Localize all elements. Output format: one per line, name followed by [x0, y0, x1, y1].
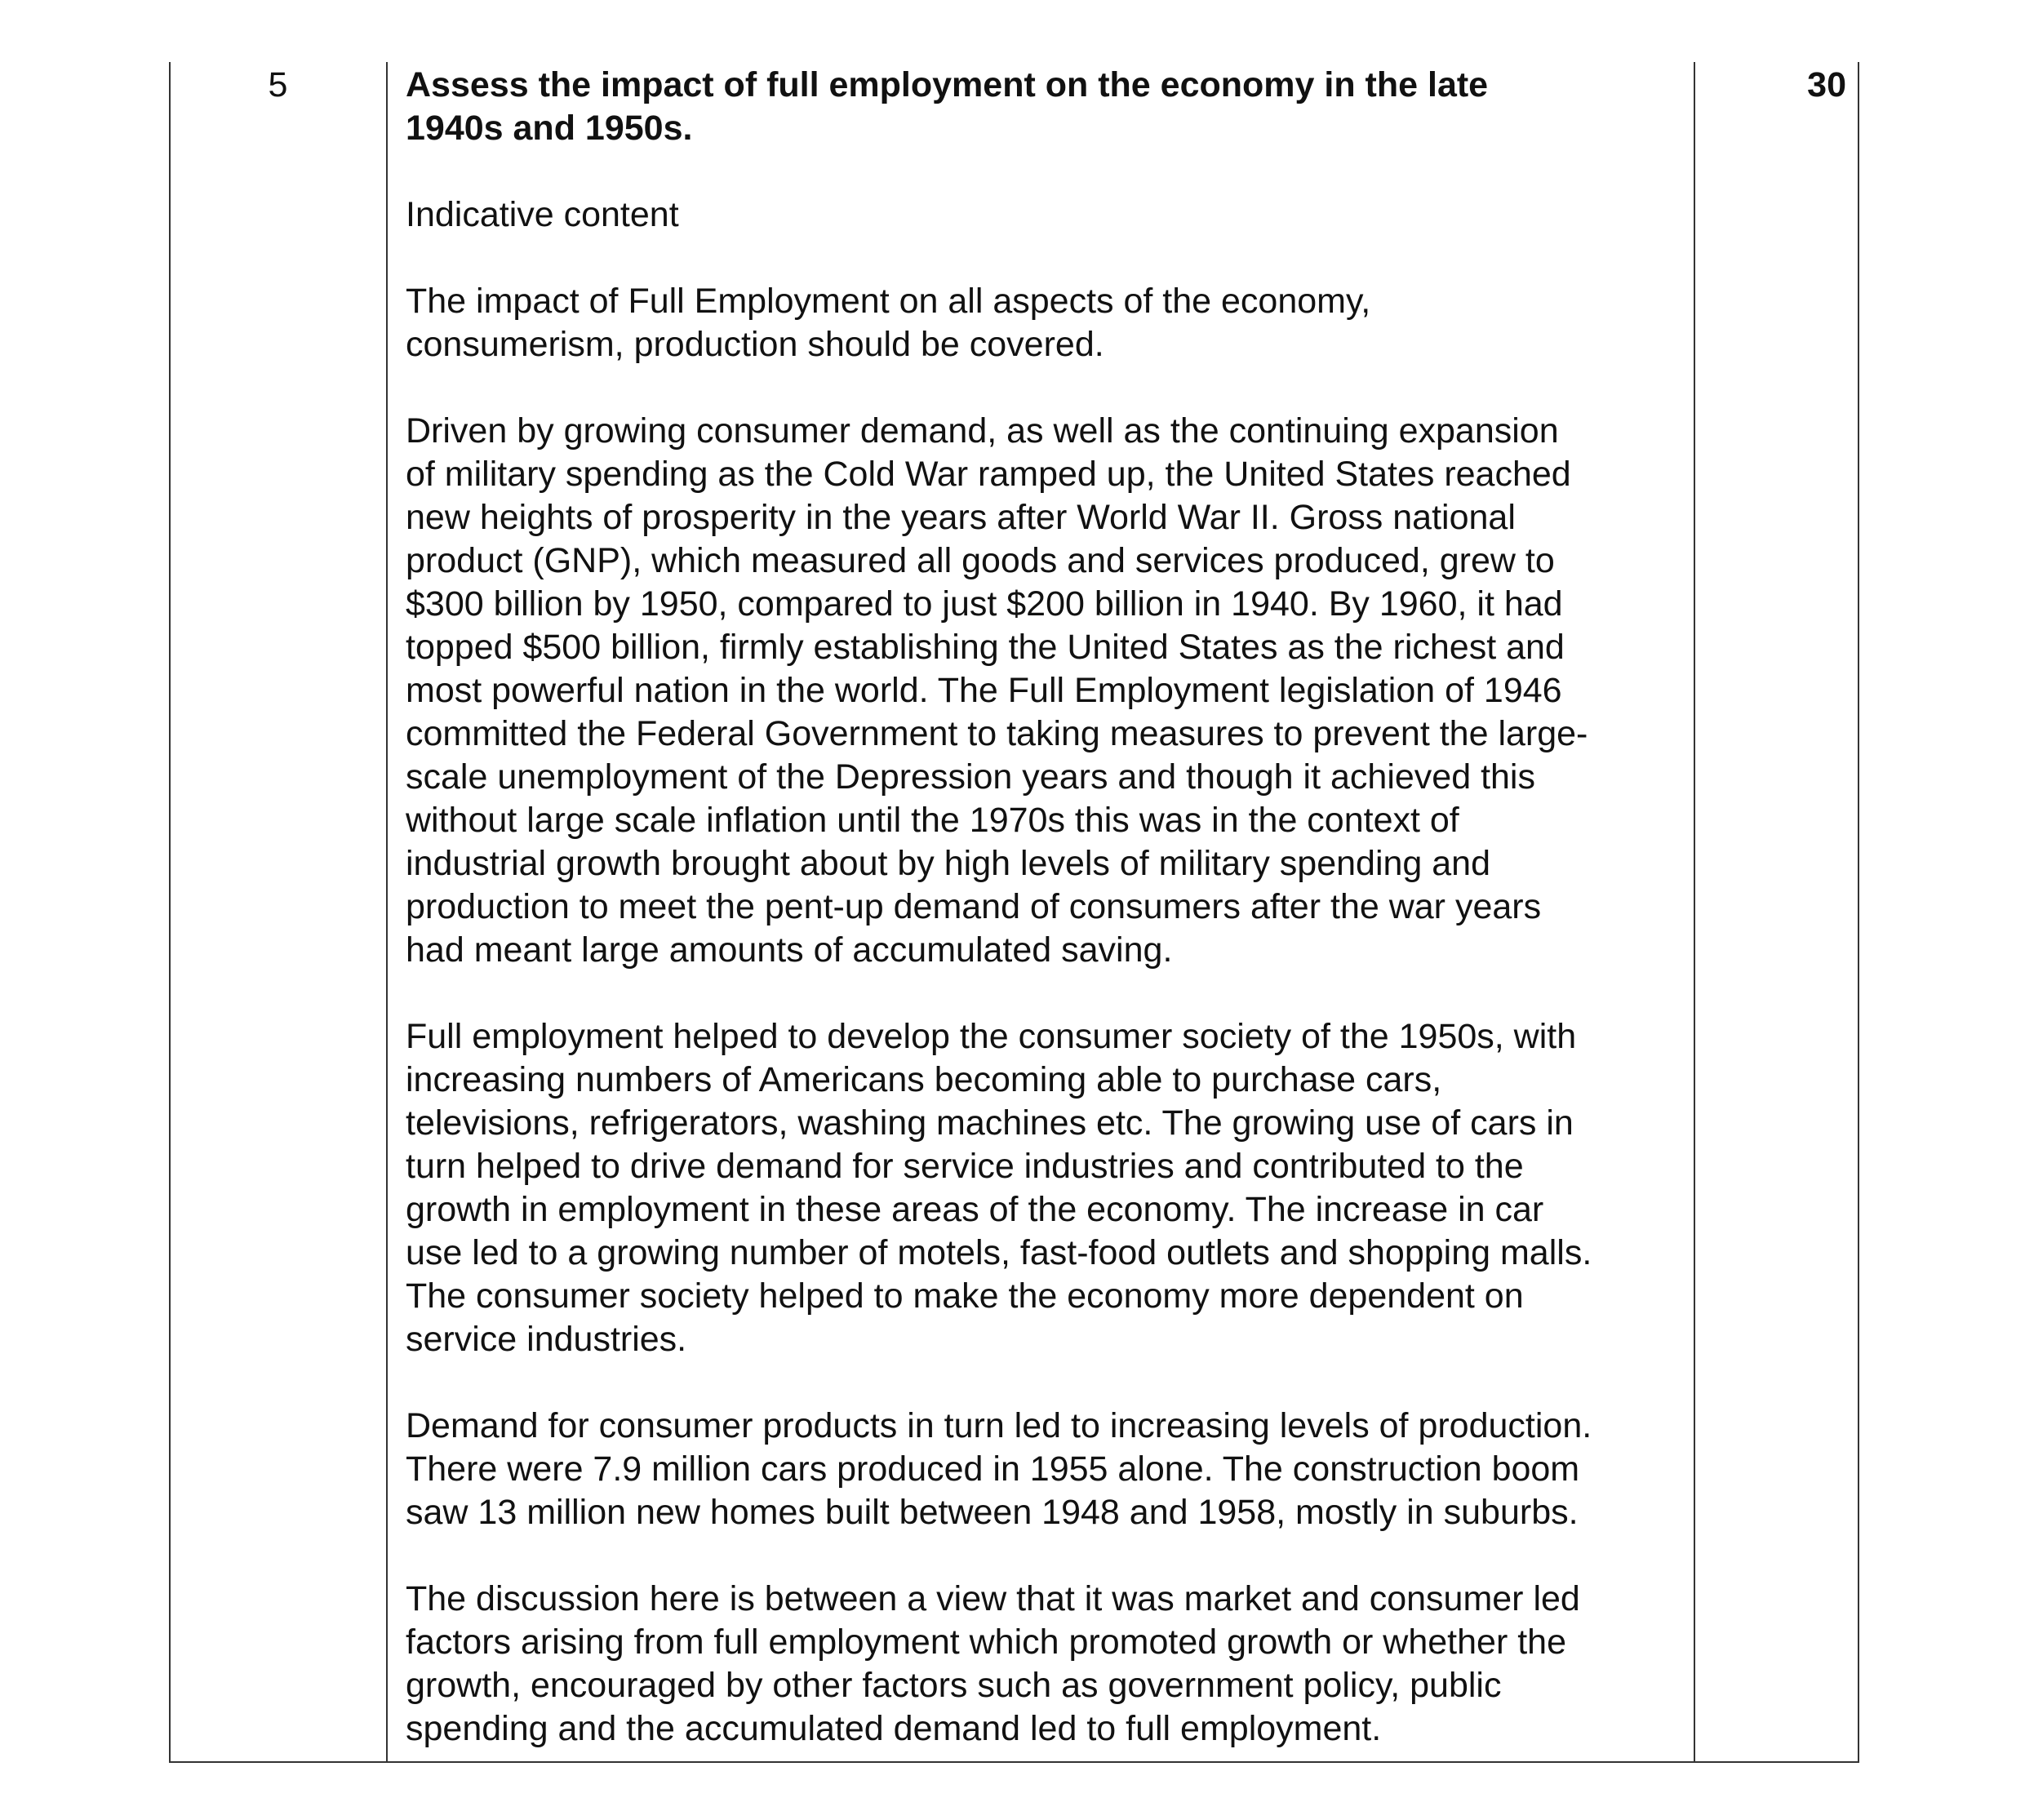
table-border-left — [169, 62, 171, 1761]
mark-scheme-table — [169, 62, 1859, 1763]
content-paragraph: Demand for consumer products in turn led to increasing levels of production. There were 7.9 million cars produced in 1955 alone. The construction boom saw 13 million new homes built between 1948 and 1958, mostly in suburbs. — [406, 1406, 1592, 1532]
content-paragraph: Driven by growing consumer demand, as well as the continuing expansion of military spending as the Cold War ramped up, the United States reached new heights of prosperity in the years after World War II. Gross national product (GNP), which measured all goods and services produced, grew to $300 billion by 1950, compared to just $200 billion in 1940. By 1960, it had topped $500 billion, firmly establishing the United States as the richest and most powerful nation in the world. The Full Employment legislation of 1946 committed the Federal Government to taking measures to prevent the large- scale unemployment of the Depression years and though it achieved this without large scale inflation until the 1970s this was in the context of industrial growth brought about by high levels of military spending and production to meet the pent-up demand of consumers after the war years had meant large amounts of accumulated saving. — [406, 411, 1588, 970]
content-paragraph: The impact of Full Employment on all aspects of the economy, consumerism, production should be covered. — [406, 282, 1371, 364]
question-marks: 30 — [1807, 65, 1846, 104]
question-number: 5 — [268, 65, 288, 104]
column-divider-1 — [386, 62, 388, 1761]
question-body — [406, 64, 1695, 1751]
table-border-right — [1858, 62, 1859, 1761]
question-title: Assess the impact of full employment on the economy in the late 1940s and 1950s. — [406, 65, 1489, 148]
content-paragraph: Full employment helped to develop the consumer society of the 1950s, with increasing numbers of Americans becoming able to purchase cars, televisions, refrigerators, washing machines etc. The growing use of cars in turn helped to drive demand for service industries and contributed to the growth in employment in these areas of the economy. The increase in car use led to a growing number of motels, fast-food outlets and shopping malls. The consumer society helped to make the economy more dependent on service industries. — [406, 1017, 1592, 1359]
content-heading: Indicative content — [406, 195, 679, 234]
content-paragraph: The discussion here is between a view that it was market and consumer led factors arising from full employment which promoted growth or whether the growth, encouraged by other factors such as government policy, public spending and the accumulated demand led to full employment. — [406, 1579, 1580, 1748]
